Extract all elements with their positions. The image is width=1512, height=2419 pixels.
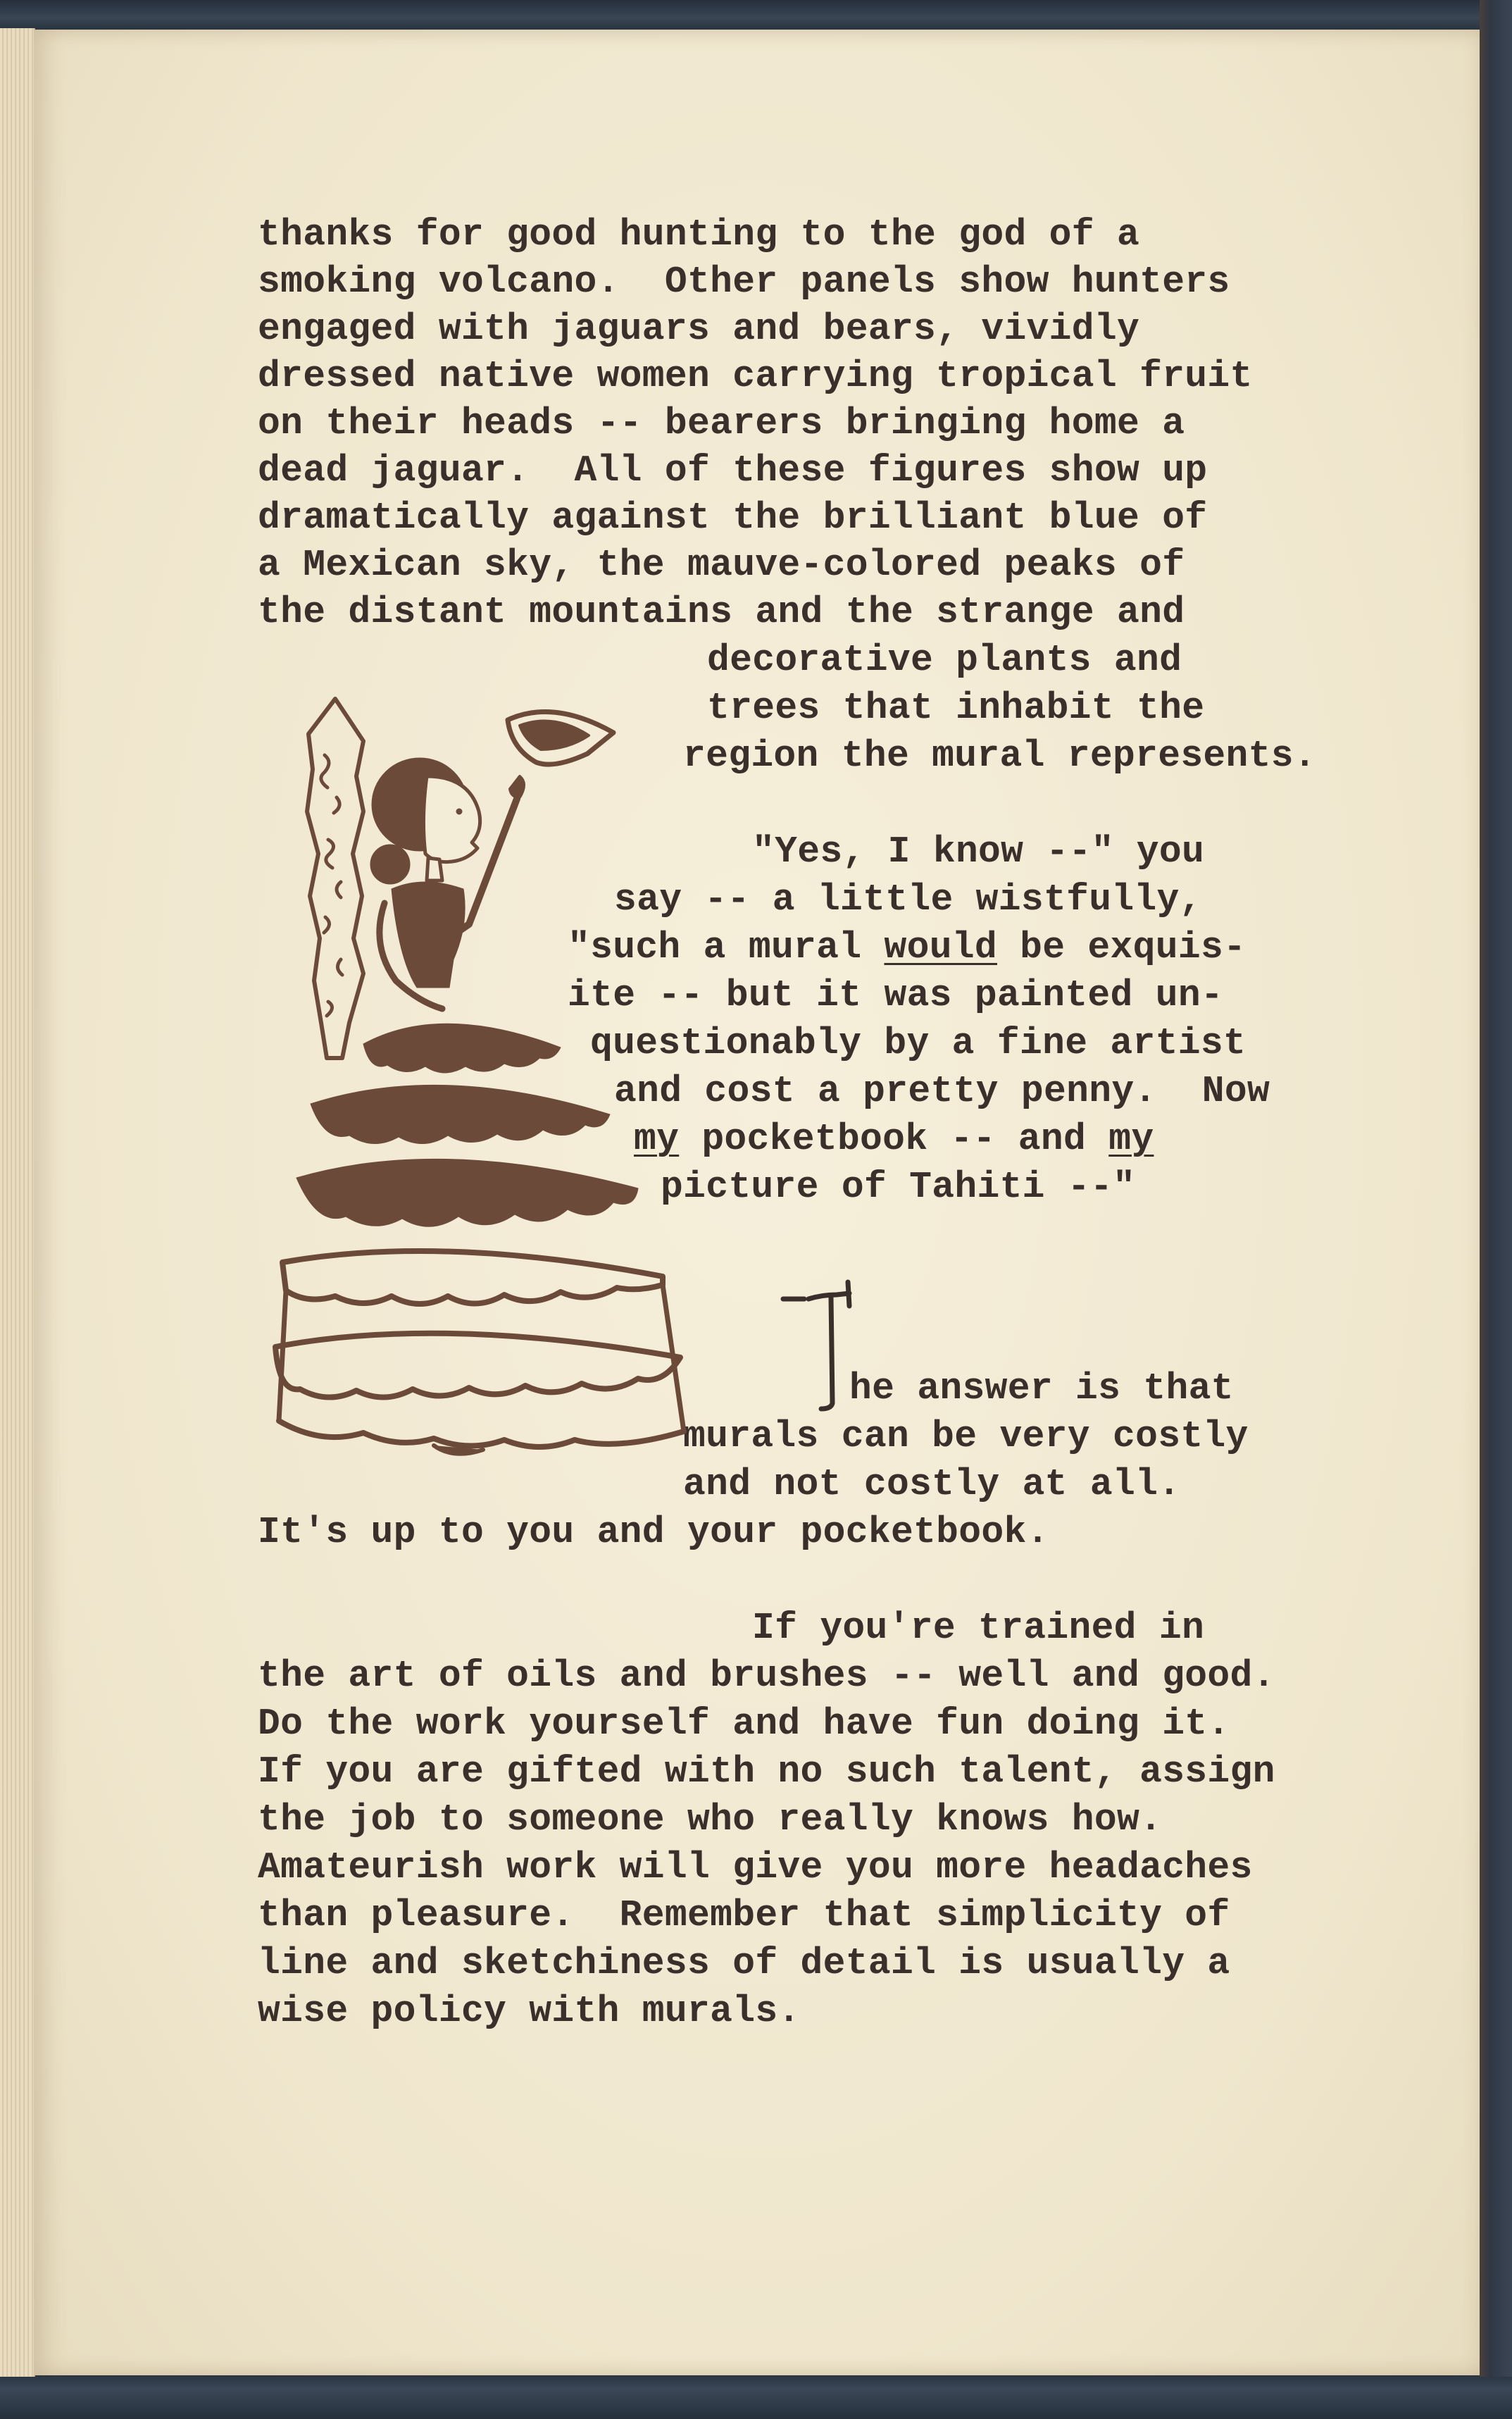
paragraph-3-line: murals can be very costly: [683, 1415, 1249, 1457]
paragraph-2-line: ite -- but it was painted un-: [568, 974, 1224, 1016]
paragraph-4-line: Do the work yourself and have fun doing it.: [258, 1703, 1230, 1745]
paragraph-2-segment: "such a mural: [568, 926, 885, 969]
paragraph-1-line: on their heads -- bearers bringing home a: [258, 402, 1185, 444]
underlined-word: my: [634, 1118, 680, 1160]
paragraph-1-line: dramatically against the brilliant blue of: [258, 497, 1208, 539]
paragraph-4-line: If you are gifted with no such talent, assign: [258, 1750, 1275, 1793]
paragraph-2-line: and cost a pretty penny. Now: [614, 1070, 1270, 1112]
paragraph-2-segment: be exquis-: [997, 926, 1247, 969]
paragraph-3-line: and not costly at all.: [683, 1463, 1181, 1505]
paragraph-1-line: smoking volcano. Other panels show hunters: [258, 261, 1230, 303]
paragraph-1-line: thanks for good hunting to the god of a: [258, 213, 1140, 256]
paragraph-4-line: line and sketchiness of detail is usually a: [258, 1942, 1230, 1984]
paragraph-1-line: engaged with jaguars and bears, vividly: [258, 308, 1140, 350]
paragraph-4-line: the art of oils and brushes -- well and good.: [258, 1655, 1275, 1697]
underlined-word: my: [1108, 1118, 1154, 1160]
paragraph-2-line: [634, 1116, 1154, 1164]
paragraph-4-line: If you're trained in: [752, 1607, 1205, 1649]
paragraph-2-line: "Yes, I know --" you: [752, 831, 1205, 873]
paragraph-2-line: questionably by a fine artist: [590, 1022, 1247, 1064]
paragraph-1-line: a Mexican sky, the mauve-colored peaks of: [258, 544, 1185, 586]
paragraph-4-line: wise policy with murals.: [258, 1990, 801, 2032]
paragraph-4-line: the job to someone who really knows how.: [258, 1798, 1163, 1841]
paragraph-1-line: dressed native women carrying tropical fruit: [258, 355, 1253, 397]
paragraph-2-line: picture of Tahiti --": [661, 1166, 1136, 1208]
page-edges: [0, 28, 35, 2381]
dancer-with-fan-icon: [258, 692, 708, 1474]
paragraph-2-line: say -- a little wistfully,: [614, 878, 1202, 921]
paragraph-1-wrap-line: region the mural represents.: [683, 735, 1316, 777]
underlined-word: would: [884, 926, 998, 969]
page: [34, 30, 1485, 2375]
paragraph-1-wrap-line: trees that inhabit the: [707, 687, 1205, 729]
paragraph-3-line: It's up to you and your pocketbook.: [258, 1511, 1049, 1553]
book-cover-top: [0, 0, 1512, 30]
book-cover-right: [1480, 0, 1512, 2419]
paragraph-1-line: dead jaguar. All of these figures show up: [258, 449, 1208, 492]
paragraph-1-wrap-line: decorative plants and: [707, 639, 1182, 681]
book-cover-bottom: [0, 2377, 1512, 2419]
paragraph-1-line: the distant mountains and the strange and: [258, 591, 1185, 633]
paragraph-4-line: than pleasure. Remember that simplicity of: [258, 1894, 1230, 1936]
paragraph-3-line: he answer is that: [849, 1367, 1234, 1410]
paragraph-2-segment: pocketbook -- and: [679, 1118, 1109, 1160]
paragraph-4-line: Amateurish work will give you more headaches: [258, 1846, 1253, 1889]
